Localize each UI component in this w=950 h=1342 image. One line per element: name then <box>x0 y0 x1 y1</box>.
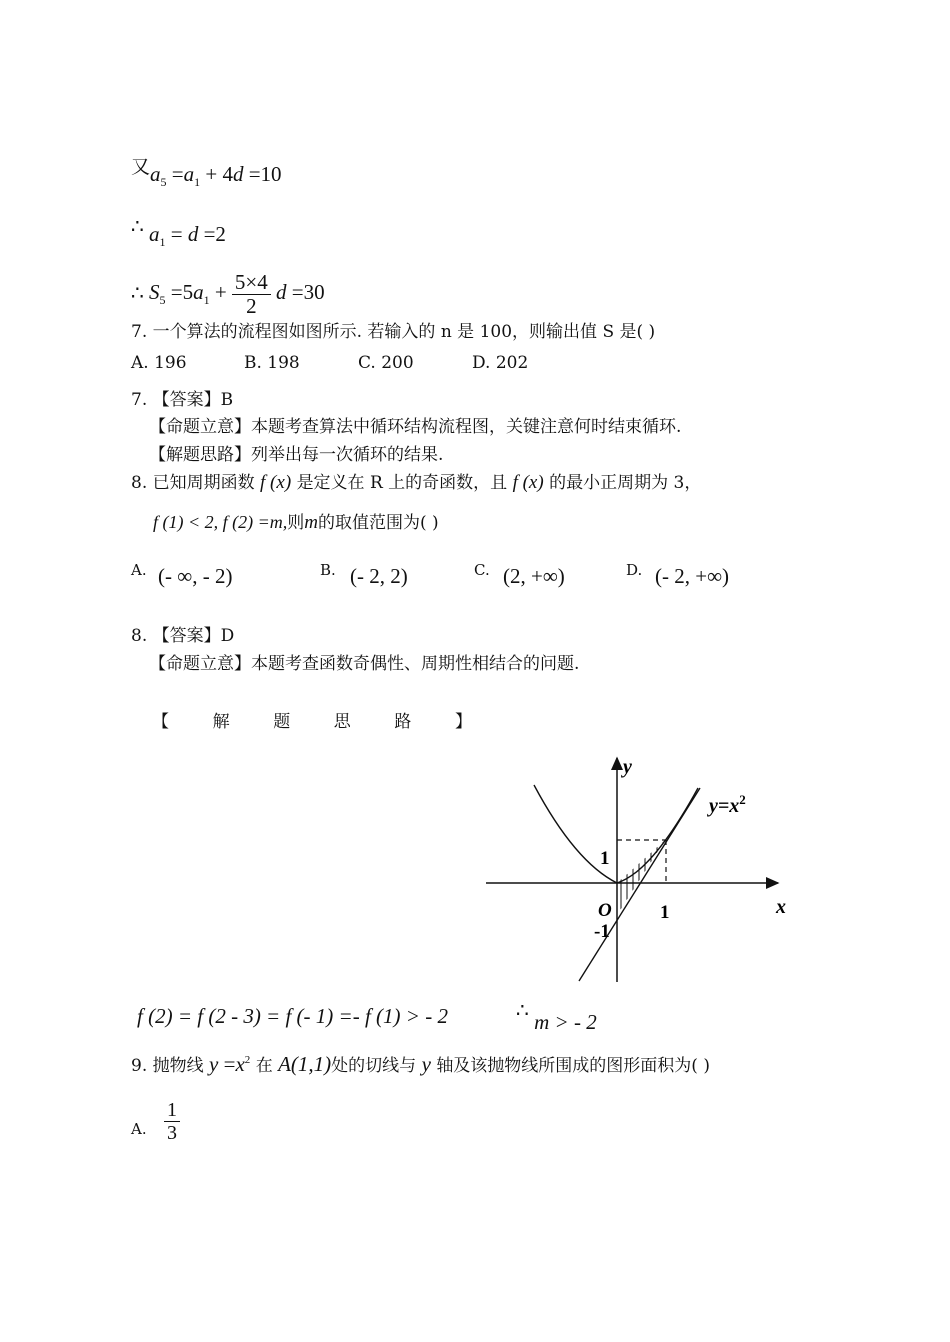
q7-intent: 【命题立意】本题考查算法中循环结构流程图，关键注意何时结束循环. <box>149 417 682 437</box>
q8-answer: 8. 【答案】D <box>131 626 235 646</box>
y-axis-label: y <box>623 756 632 778</box>
fraction-1-over-3: $\frac{1}{3}$ <box>164 1100 180 1143</box>
q8-option-a-label: A. <box>131 561 147 579</box>
q9-option-a: A. $\frac{1}{3}$ <box>131 1100 180 1143</box>
q8-option-c-label: C. <box>474 561 490 579</box>
formula-s5: ∴ $S_5 =5a_1$ + $\frac{5\times 4}{2}$ d =30 <box>131 270 325 318</box>
q8-option-d-label: D. <box>626 561 643 579</box>
q8-option-b-value: (- 2, 2) <box>350 564 408 588</box>
q7-option-a: A. 196 <box>131 353 187 373</box>
curve-label: $y=x^2$ <box>709 792 746 817</box>
q8-option-d-value: (- 2, +∞) <box>655 564 730 588</box>
q7-option-b: B. 198 <box>244 353 300 373</box>
q8-intent: 【命题立意】本题考查函数奇偶性、周期性相结合的问题. <box>149 654 580 674</box>
q7-stem: 7. 一个算法的流程图如图所示. 若输入的 n 是 100，则输出值 S 是( ) <box>131 322 656 342</box>
q8-conclusion: ∴ m > - 2 <box>516 998 597 1034</box>
q7-idea: 【解题思路】列举出每一次循环的结果. <box>149 445 444 465</box>
q8-option-b-label: B. <box>320 561 336 579</box>
q8-condition: f (1) < 2, f (2) =m,则m的取值范围为( ) <box>153 512 439 533</box>
q7-option-d: D. 202 <box>472 353 529 373</box>
formula-a1: ∴ $a_1 = d =2$ <box>131 214 226 249</box>
q7-option-c: C. 200 <box>358 353 414 373</box>
tick-y-minus-1: -1 <box>594 921 610 942</box>
parabola-curve <box>534 785 698 883</box>
x-axis-label: x <box>776 896 786 918</box>
fraction-5x4-over-2: $\frac{5\times 4}{2}$ <box>232 272 271 317</box>
parabola-tangent-figure <box>480 752 800 988</box>
tick-y-1: 1 <box>600 848 610 869</box>
q9-stem: 9. 抛物线 $y =x^2$ 在 A(1,1)处的切线与 y 轴及该抛物线所围成的图形面积为( ) <box>131 1052 710 1076</box>
q7-answer: 7. 【答案】B <box>131 390 234 410</box>
q8-stem: 8. 已知周期函数 f (x) 是定义在 R 上的奇函数，且 f (x) 的最小正周期为 3， <box>131 472 702 493</box>
origin-label: O <box>598 900 612 921</box>
formula-a5: 又$a_5 =a_1 + 4d =10$ <box>131 156 282 189</box>
tick-x-1: 1 <box>660 902 670 923</box>
q8-work: f (2) = f (2 - 3) = f (- 1) =- f (1) > - 2 <box>137 1004 448 1028</box>
q8-option-c-value: (2, +∞) <box>503 564 565 588</box>
shaded-region <box>621 827 663 927</box>
q8-option-a-value: (- ∞, - 2) <box>158 564 233 588</box>
q8-idea-heading: 【 解 题 思 路 】 <box>152 712 472 732</box>
tangent-line <box>579 788 700 981</box>
